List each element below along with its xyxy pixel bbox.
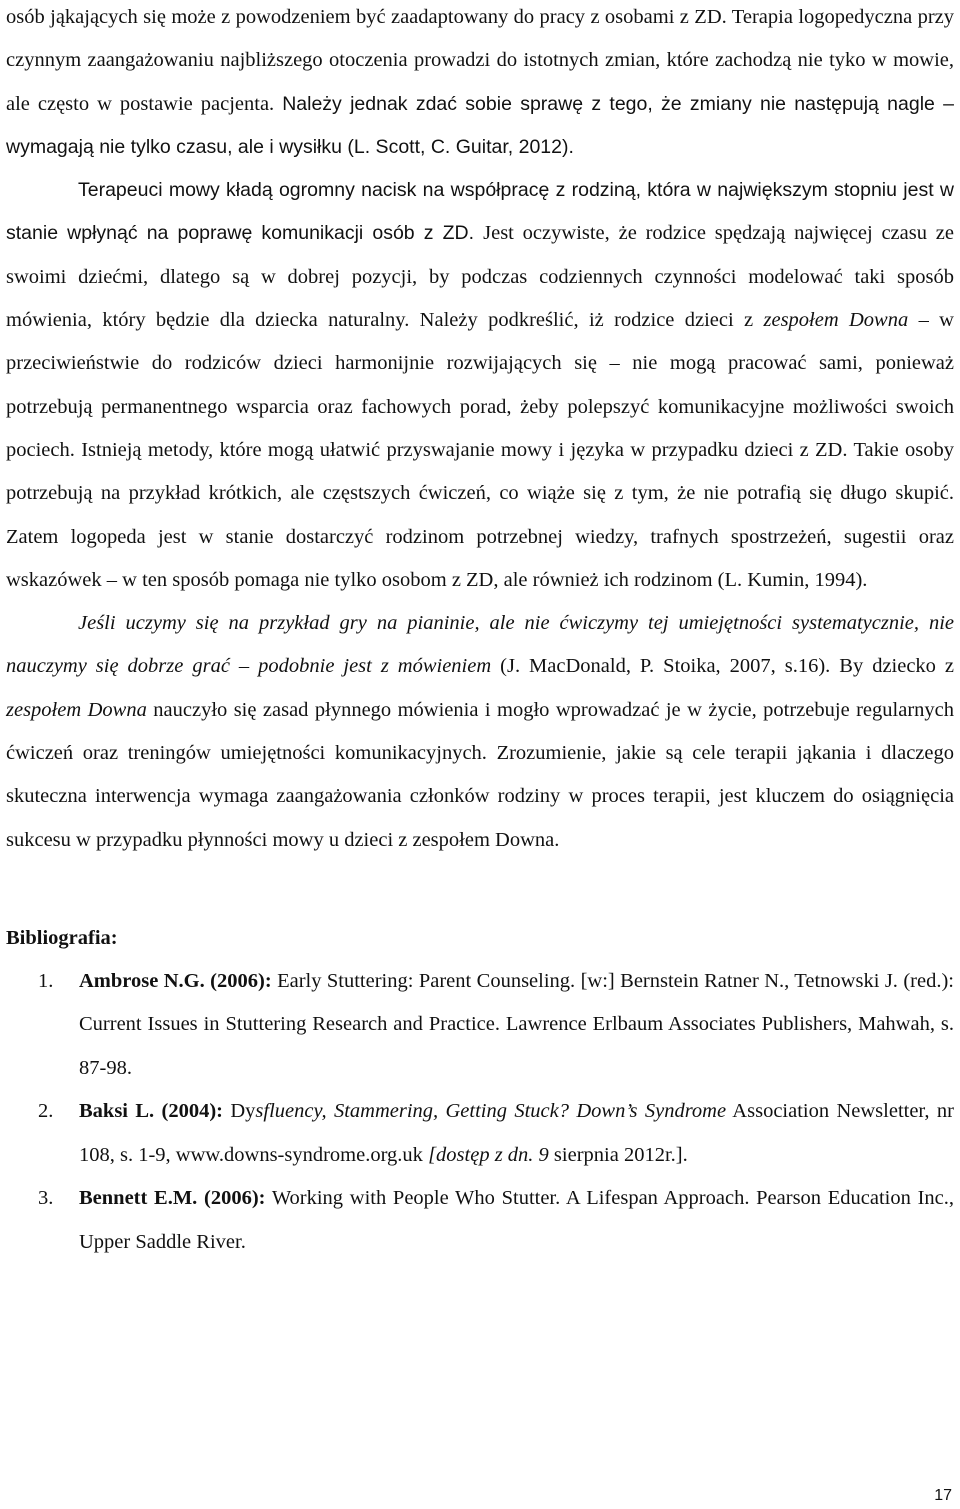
bibliography-list [6,960,954,1264]
item-title: sfluency, Stammering, Getting Stuck? Down’s Syndrome [255,1100,727,1123]
paragraph-family-cooperation [6,169,954,602]
item-number: 1. [38,969,54,992]
document-page [6,0,954,1264]
item-access-date: [dostęp z dn. 9 [428,1143,549,1166]
item-text: Association Newsletter, nr 108, s. 1-9, www.downs-syndrome.org.uk [79,1100,954,1166]
paragraph-text: nauczyło się zasad płynnego mówienia i mogło wprowadzać je w życie, potrzebuje regularnych ćwiczeń oraz treningów umiejętności komunikacyjnych. Zrozumienie, jakie są cele terapii jąkania i dlaczego skuteczna interwencja wymaga zaangażowania członków rodziny w proces terapii, jest kluczem do osiągnięcia sukcesu w przypadku płynności mowy u dzieci z zespołem Downa. [6,698,954,851]
bibliography-heading: Bibliografia: [6,926,118,949]
paragraph-text-sans: Należy jednak zdać sobie sprawę z tego, że zmiany nie następują nagle – wymagają nie tylko czasu, ale i wysiłku (L. Scott, C. Guitar, 2012). [6,92,954,158]
paragraph-text-sans: Terapeuci mowy kładą ogromny nacisk na współpracę z rodziną, która w największym stopniu jest w stanie wpłynąć na poprawę komunikacji osób z ZD. [6,179,954,245]
item-number: 3. [38,1187,54,1210]
item-author: Ambrose N.G. (2006): [79,969,272,992]
italic-quote: Jeśli uczymy się na przykład gry na pianinie, ale nie ćwiczymy tej umiejętności systematycznie, nie nauczymy się dobrze grać – podobnie jest z mówieniem [6,612,954,678]
bibliography-item [6,960,954,1090]
italic-term: zespołem Downa [763,309,909,332]
italic-term: zespołem Downa [6,698,147,721]
paragraph-text: osób jąkających się może z powodzeniem być zaadaptowany do pracy z osobami z ZD. Terapia logopedyczna przy czynnym zaangażowaniu najbliższego otoczenia prowadzi do istotnych zmian, które zachodzą nie tyko w mowie, ale często w postawie pacjenta. [6,6,954,115]
item-text: sierpnia 2012r.]. [548,1143,688,1166]
paragraph-text: – w przeciwieństwie do rodziców dzieci harmonijnie rozwijających się – nie mogą pracować sami, ponieważ potrzebują permanentnego wsparcia oraz fachowych porad, żeby polepszyć komunikacyjne możliwości swoich pociech. Istnieją metody, które mogą ułatwić przyswajanie mowy i języka w przypadku dzieci z ZD. Takie osoby potrzebują na przykład krótkich, ale częstszych ćwiczeń, co wiąże się z tym, że nie potrafią się długo skupić. Zatem logopeda jest w stanie dostarczyć rodzinom potrzebnej wiedzy, trafnych spostrzeżeń, sugestii oraz wskazówek – w ten sposób pomaga nie tylko osobom z ZD, ale również ich rodzinom (L. Kumin, 1994). [6,309,954,591]
paragraph-text: (J. MacDonald, P. Stoika, 2007, s.16). By dziecko z [491,655,955,678]
paragraph-practice-quote [6,602,954,862]
item-author: Bennett E.M. (2006): [79,1187,266,1210]
bibliography-item [6,1090,954,1177]
item-author: Baksi L. (2004): [79,1100,223,1123]
item-text: Early Stuttering: Parent Counseling. [w:] Bernstein Ratner N., Tetnowski J. (red.): Current Issues in Stuttering Research and Practice. Lawrence Erlbaum Associates Publishers, Mahwah, s. 87-98. [79,969,954,1079]
item-text: Dy [223,1100,256,1123]
bibliography-item [6,1177,954,1264]
paragraph-family-therapy-intro [6,0,954,169]
page-number: 17 [934,1487,952,1504]
paragraph-text: Jest oczywiste, że rodzice spędzają najwięcej czasu ze swoimi dziećmi, dlatego są w dobrej pozycji, by podczas codziennych czynności modelować taki sposób mówienia, który będzie dla dziecka naturalny. Należy podkreślić, iż rodzice dzieci z [6,222,954,332]
item-number: 2. [38,1100,54,1123]
item-text: Working with People Who Stutter. A Lifespan Approach. Pearson Education Inc., Upper Saddle River. [79,1187,954,1253]
